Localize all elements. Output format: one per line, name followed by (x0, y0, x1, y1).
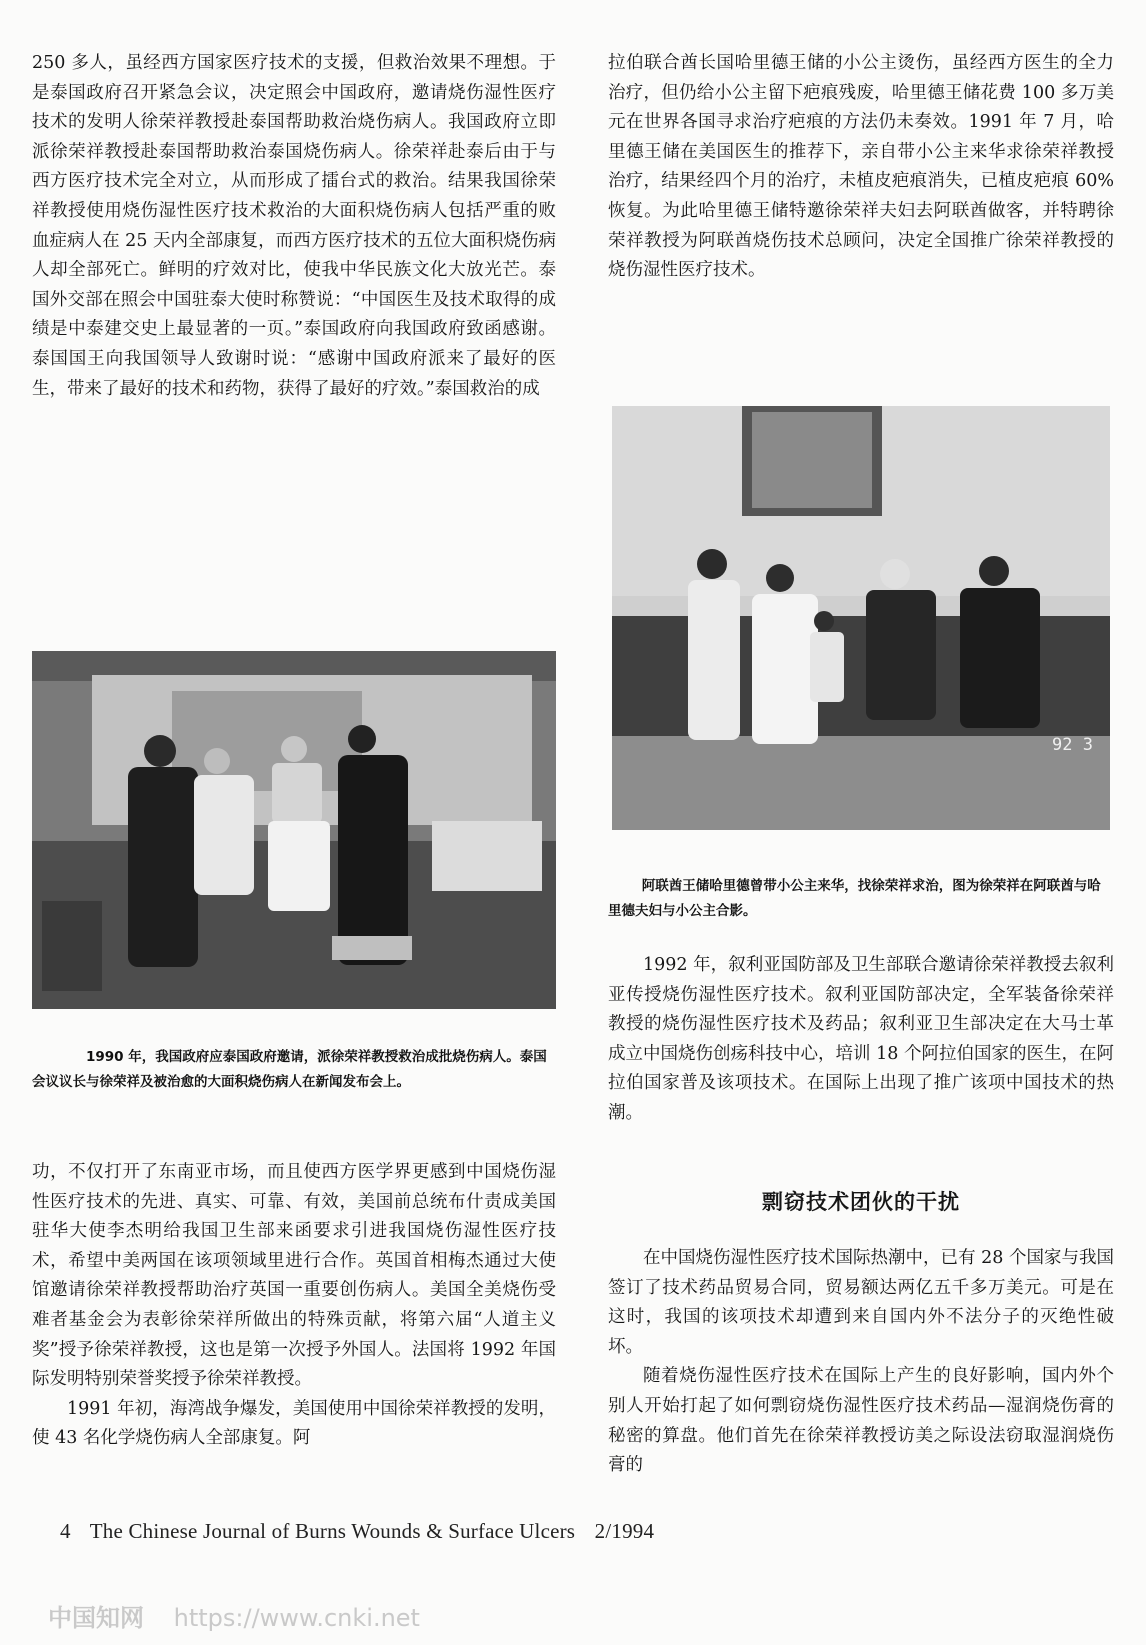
left-photo-caption: 1990 年，我国政府应泰国政府邀请，派徐荣祥教授救治成批烧伤病人。泰国会议议长与徐荣祥及被治愈的大面积烧伤病人在新闻发布会上。 (32, 1049, 547, 1090)
cnki-watermark (48, 1598, 420, 1633)
right-column-bottom (608, 1244, 1114, 1481)
photo-date-stamp: 92 3 (1052, 735, 1093, 755)
page-number: 4 (60, 1519, 71, 1543)
uae-family-photo-image (612, 406, 1110, 830)
section-heading: 剽窃技术团伙的干扰 (762, 1190, 960, 1214)
paragraph: 250 多人，虽经西方国家医疗技术的支援，但救治效果不理想。于是泰国政府召开紧急会议，决定照会中国政府，邀请烧伤湿性医疗技术的发明人徐荣祥教授赴泰国帮助救治烧伤病人。我国政府立即派徐荣祥教授赴泰国帮助救治泰国烧伤病人。徐荣祥赴泰后由于与西方医疗技术完全对立，从而形成了擂台式的救治。结果我国徐荣祥教授使用烧伤湿性医疗技术救治的大面积烧伤病人包括严重的败血症病人在 25 天内全部康复，而西方医疗技术的五位大面积烧伤病人却全部死亡。鲜明的疗效对比，使我中华民族文化大放光芒。泰国外交部在照会中国驻泰大使时称赞说：“中国医生及技术取得的成绩是中泰建交史上最显著的一页。”泰国政府向我国政府致函感谢。泰国国王向我国领导人致谢时说：“感谢中国政府派来了最好的医生，带来了最好的技术和药物，获得了最好的疗效。”泰国救治的成 (32, 53, 556, 399)
paragraph: 在中国烧伤湿性医疗技术国际热潮中，已有 28 个国家与我国签订了技术药品贸易合同，贸易额达两亿五千多万美元。可是在这时，我国的该项技术却遭到来自国内外不法分子的灭绝性破坏。 (608, 1248, 1114, 1357)
paragraph: 1991 年初，海湾战争爆发，美国使用中国徐荣祥教授的发明，使 43 名化学烧伤病人全部康复。阿 (32, 1398, 556, 1449)
right-photo-caption: 阿联酋王储哈里德曾带小公主来华，找徐荣祥求治，图为徐荣祥在阿联酋与哈里德夫妇与小公主合影。 (608, 878, 1101, 919)
right-column-mid (608, 951, 1114, 1129)
paragraph: 1992 年，叙利亚国防部及卫生部联合邀请徐荣祥教授去叙利亚传授烧伤湿性医疗技术。叙利亚国防部决定，全军装备徐荣祥教授的烧伤湿性医疗技术及药品；叙利亚卫生部决定在大马士革成立中国烧伤创疡科技中心，培训 18 个阿拉伯国家的医生，在阿拉伯国家普及该项技术。在国际上出现了推广该项中国技术的热潮。 (608, 955, 1114, 1123)
left-column-bottom (32, 1158, 556, 1454)
uae-family-photo (612, 406, 1110, 830)
paragraph: 拉伯联合酋长国哈里德王储的小公主烫伤，虽经西方医生的全力治疗，但仍给小公主留下疤痕残废，哈里德王储花费 100 多万美元在世界各国寻求治疗疤痕的方法仍未奏效。1991 年 7 月，哈里德王储在美国医生的推荐下，亲自带小公主来华求徐荣祥教授治疗，结果经四个月的治疗，未植皮疤痕消失，已植皮疤痕 60% 恢复。为此哈里德王储特邀徐荣祥夫妇去阿联酋做客，并特聘徐荣祥教授为阿联酋烧伤技术总顾问，决定全国推广徐荣祥教授的烧伤湿性医疗技术。 (608, 53, 1114, 281)
paragraph: 随着烧伤湿性医疗技术在国际上产生的良好影响，国内外个别人开始打起了如何剽窃烧伤湿性医疗技术药品—湿润烧伤膏的秘密的算盘。他们首先在徐荣祥教授访美之际设法窃取湿润烧伤膏的 (608, 1366, 1114, 1476)
left-column-top (32, 49, 556, 404)
cnki-url: https://www.cnki.net (173, 1604, 420, 1632)
journal-name: The Chinese Journal of Burns Wounds & Surface Ulcers (89, 1519, 576, 1543)
cnki-logo: 中国知网 (48, 1604, 144, 1632)
page-footer (60, 1519, 668, 1544)
journal-issue: 2/1994 (594, 1519, 655, 1543)
right-column-top (608, 49, 1114, 286)
press-conference-photo-image (32, 651, 556, 1009)
paragraph: 功，不仅打开了东南亚市场，而且使西方医学界更感到中国烧伤湿性医疗技术的先进、真实、可靠、有效，美国前总统布什责成美国驻华大使李杰明给我国卫生部来函要求引进我国烧伤湿性医疗技术，希望中美两国在该项领域里进行合作。英国首相梅杰通过大使馆邀请徐荣祥教授帮助治疗英国一重要创伤病人。美国全美烧伤受难者基金会为表彰徐荣祥所做出的特殊贡献，将第六届“人道主义奖”授予徐荣祥教授，这也是第一次授予外国人。法国将 1992 年国际发明特别荣誉奖授予徐荣祥教授。 (32, 1162, 556, 1390)
press-conference-photo (32, 651, 556, 1009)
